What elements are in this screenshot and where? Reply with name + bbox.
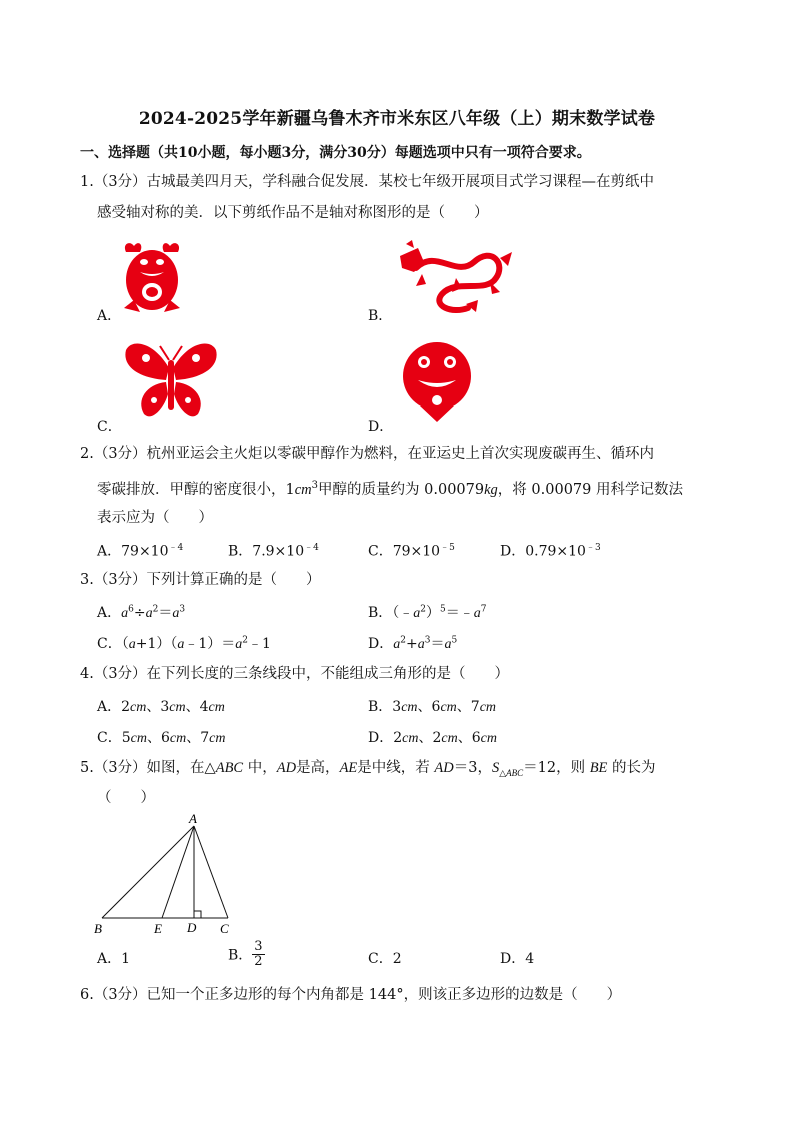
- q5-option-d: D．4: [500, 951, 535, 967]
- q1-stem-line2: 感受轴对称的美．以下剪纸作品不是轴对称图形的是（ ）: [97, 205, 489, 221]
- q6-stem: 6.（3分）已知一个正多边形的每个内角都是 144°，则该正多边形的边数是（ ）: [80, 987, 622, 1003]
- label-e: E: [154, 921, 162, 936]
- q5-stem-line2: （ ）: [97, 790, 155, 806]
- section-heading: 一、选择题（共10小题，每小题3分，满分30分）每题选项中只有一项符合要求。: [80, 145, 591, 161]
- q4-option-a: A．2cm、3cm、4cm: [97, 699, 225, 715]
- fish-papercut-image: [400, 340, 474, 424]
- q5-stem-line1: 5.（3分）如图，在△ABC 中，AD是高，AE是中线，若 AD＝3，$S_{\triangle ABC}=12$，则 BE 的长为: [80, 760, 656, 778]
- side-ab: [102, 826, 194, 918]
- q2-option-b: B．$7.9\times 10^{﹣4}$: [228, 543, 319, 560]
- label-b: B: [94, 921, 102, 936]
- q1-option-d-label: D．: [368, 419, 394, 435]
- q4-option-b: B．3cm、6cm、7cm: [368, 699, 497, 715]
- q3-option-b: B．$(﹣a^2)^5=﹣a^7$: [368, 604, 487, 621]
- q2-stem-line1: 2.（3分）杭州亚运会主火炬以零碳甲醇作为燃料，在亚运史上首次实现废碳再生、循环内: [80, 446, 655, 462]
- q1-stem-line1: 1.（3分）古城最美四月天，学科融合促发展．某校七年级开展项目式学习课程—在剪纸中: [80, 174, 655, 190]
- side-ac: [194, 826, 228, 918]
- triangle-figure: [90, 812, 240, 938]
- q2-option-a: A．$79\times 10^{﹣4}$: [97, 543, 184, 560]
- label-d: D: [187, 920, 197, 935]
- q4-option-d: D．2cm、2cm、6cm: [368, 730, 497, 746]
- q5-option-c: C．2: [368, 951, 402, 967]
- q1-option-a-label: A．: [97, 308, 122, 324]
- dragon-papercut-image: [396, 238, 518, 320]
- q3-stem: 3.（3分）下列计算正确的是（ ）: [80, 572, 321, 588]
- q1-option-b-label: B．: [368, 308, 393, 324]
- frog-papercut-image: [120, 238, 184, 318]
- q2-option-c: C．$79\times 10^{﹣5}$: [368, 543, 455, 560]
- q2-stem-line3: 表示应为（ ）: [97, 510, 213, 526]
- label-c: C: [220, 921, 229, 936]
- butterfly-papercut-image: [124, 338, 218, 422]
- right-angle-mark: [194, 911, 201, 918]
- q2-option-d: D．$0.79\times 10^{﹣3}$: [500, 543, 601, 560]
- q3-option-c: C．$(a+1)(a﹣1)=a^2﹣1$: [97, 635, 271, 652]
- q3-option-a: A．$a^6\div a^2=a^3$: [97, 604, 186, 621]
- q4-stem: 4.（3分）在下列长度的三条线段中，不能组成三角形的是（ ）: [80, 666, 510, 682]
- q5-option-b: B． $\frac{3}{2}$: [228, 939, 263, 969]
- q3-option-d: D．$a^2+a^3=a^5$: [368, 635, 458, 652]
- q2-stem-line2: 零碳排放．甲醇的密度很小，$1cm^3$甲醇的质量约为 0.00079kg，将 0.00079 用科学记数法: [97, 480, 683, 498]
- exam-title: 2024-2025学年新疆乌鲁木齐市米东区八年级（上）期末数学试卷: [138, 109, 656, 129]
- median-ae: [162, 826, 194, 918]
- q5-option-a: A．1: [97, 951, 131, 967]
- label-a: A: [189, 812, 197, 826]
- q4-option-c: C．5cm、6cm、7cm: [97, 730, 226, 746]
- q1-option-c-label: C．: [97, 419, 122, 435]
